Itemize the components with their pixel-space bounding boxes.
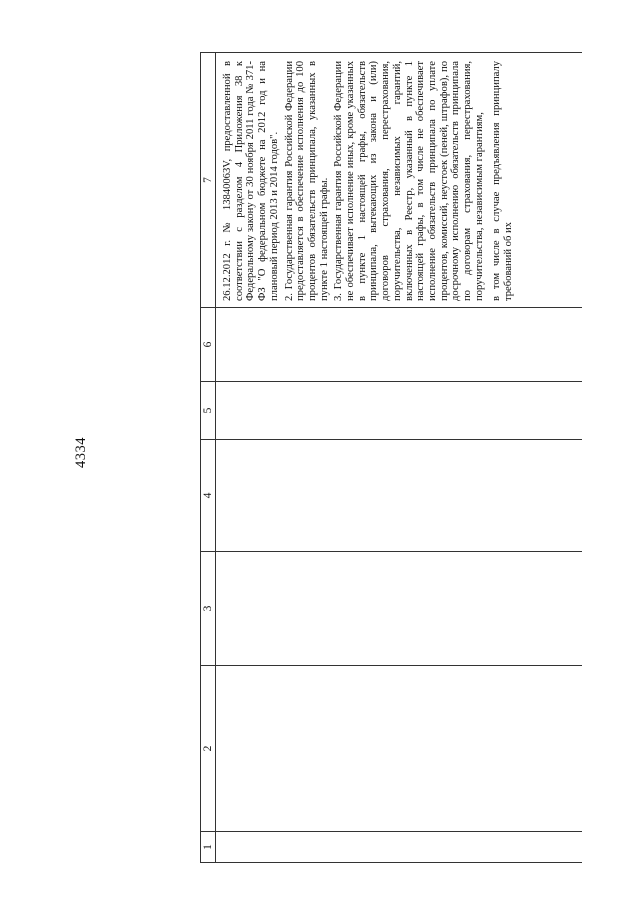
cell-col-7 bbox=[216, 53, 583, 308]
column-number-5: 5 bbox=[201, 382, 216, 440]
column-number-7: 7 bbox=[201, 53, 216, 308]
table-row bbox=[216, 53, 583, 863]
column-number-4: 4 bbox=[201, 440, 216, 552]
column-number-6: 6 bbox=[201, 308, 216, 382]
column-number-1: 1 bbox=[201, 832, 216, 863]
paragraph-item-3: 3. Государственная гарантия Российской Федерации не обеспечивает исполнение иных, кроме указанных в пункте 1 настоящей графы, обязательств принципала, вытекающих из закона и (или) договоров страхования, перестрахования, поручительства, независимых гарантий, включенных в Реестр, указанный в пункте 1 настоящей графы, в том числе не обеспечивает исполнение обязательств принципала по уплате процентов, комиссий, неустоек (пеней, штрафов), по досрочному исполнению обязательств принципала по договорам страхования, перестрахования, поручительства, независимым гарантиям, bbox=[333, 61, 485, 301]
cell-col-5 bbox=[216, 382, 583, 440]
column-number-2: 2 bbox=[201, 666, 216, 832]
column-number-3: 3 bbox=[201, 552, 216, 666]
paragraph-item-2: 2. Государственная гарантия Российской Федерации предоставляется в обеспечение исполнения до 100 процентов обязательств принципала, указанных в пункте 1 настоящей графы. bbox=[283, 61, 330, 301]
paragraph-tail: в том числе в случае предъявления принципалу требований об их bbox=[491, 61, 515, 301]
cell-col-3 bbox=[216, 552, 583, 666]
cell-col-2 bbox=[216, 666, 583, 832]
cell-col-6 bbox=[216, 308, 583, 382]
document-table bbox=[200, 52, 582, 863]
column-number-row bbox=[201, 53, 216, 863]
cell-col-4 bbox=[216, 440, 583, 552]
cell-col-1 bbox=[216, 832, 583, 863]
paragraph-continuation: 26.12.2012 г. № 13840063V, предоставленной в соответствии с разделом 4 Приложения 38 к Федеральному закону от 30 ноября 2011 года № 371-ФЗ "О федеральном бюджете на 2012 год и на плановый период 2013 и 2014 годов". bbox=[222, 61, 280, 301]
page-number: 4334 bbox=[73, 437, 89, 468]
